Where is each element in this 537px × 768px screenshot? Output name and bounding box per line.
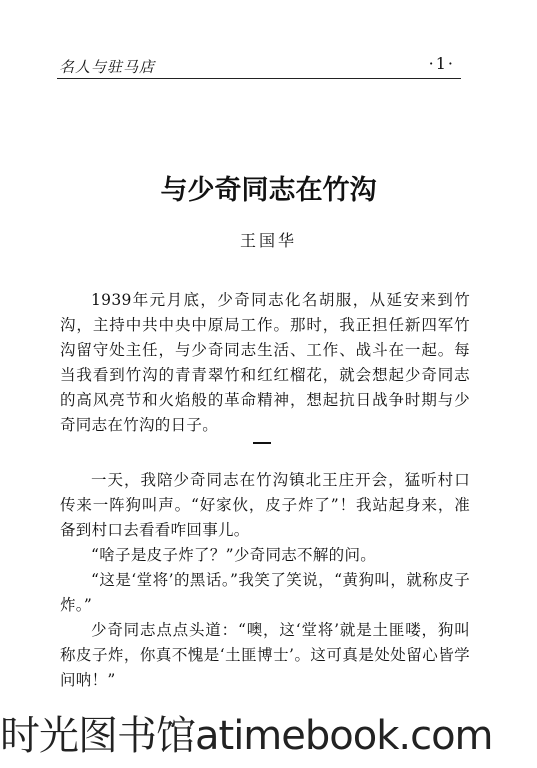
article-title: 与少奇同志在竹沟 [160, 175, 377, 206]
body-paragraph: “啥子是皮子炸了？”少奇同志不解的问。 [91, 546, 377, 564]
page-number: ·1· [428, 54, 455, 73]
book-title: 名人与驻马店 [59, 58, 156, 76]
running-header [57, 52, 461, 79]
body-paragraph: 一天，我陪少奇同志在竹沟镇北王庄开会，猛听村口传来一阵狗叫声。“好家伙，皮子炸了”！我站起身来，准备到村口去看看咋回事儿。 [60, 471, 470, 539]
article-author: 王国华 [239, 231, 297, 250]
section-one-body [60, 468, 470, 693]
body-paragraph: “这是‘堂将’的黑话。”我笑了笑说，“黄狗叫，就称皮子炸。” [60, 571, 470, 614]
section-number-one [253, 442, 271, 444]
intro-paragraph: 1939年元月底，少奇同志化名胡服，从延安来到竹沟，主持中共中央中原局工作。那时，我正担任新四军竹沟留守处主任，与少奇同志生活、工作、战斗在一起。每当我看到竹沟的青青翠竹和红红榴花，就会想起少奇同志的高风亮节和火焰般的革命精神，想起抗日战争时期与少奇同志在竹沟的日子。 [60, 291, 470, 434]
intro-block [60, 288, 470, 438]
site-watermark: 时光图书馆atimebook.com [0, 713, 493, 759]
body-paragraph: 少奇同志点点头道：“噢，这‘堂将’就是土匪喽，狗叫称皮子炸，你真不愧是‘土匪博士’。这可真是处处留心皆学问呐！” [60, 621, 470, 689]
